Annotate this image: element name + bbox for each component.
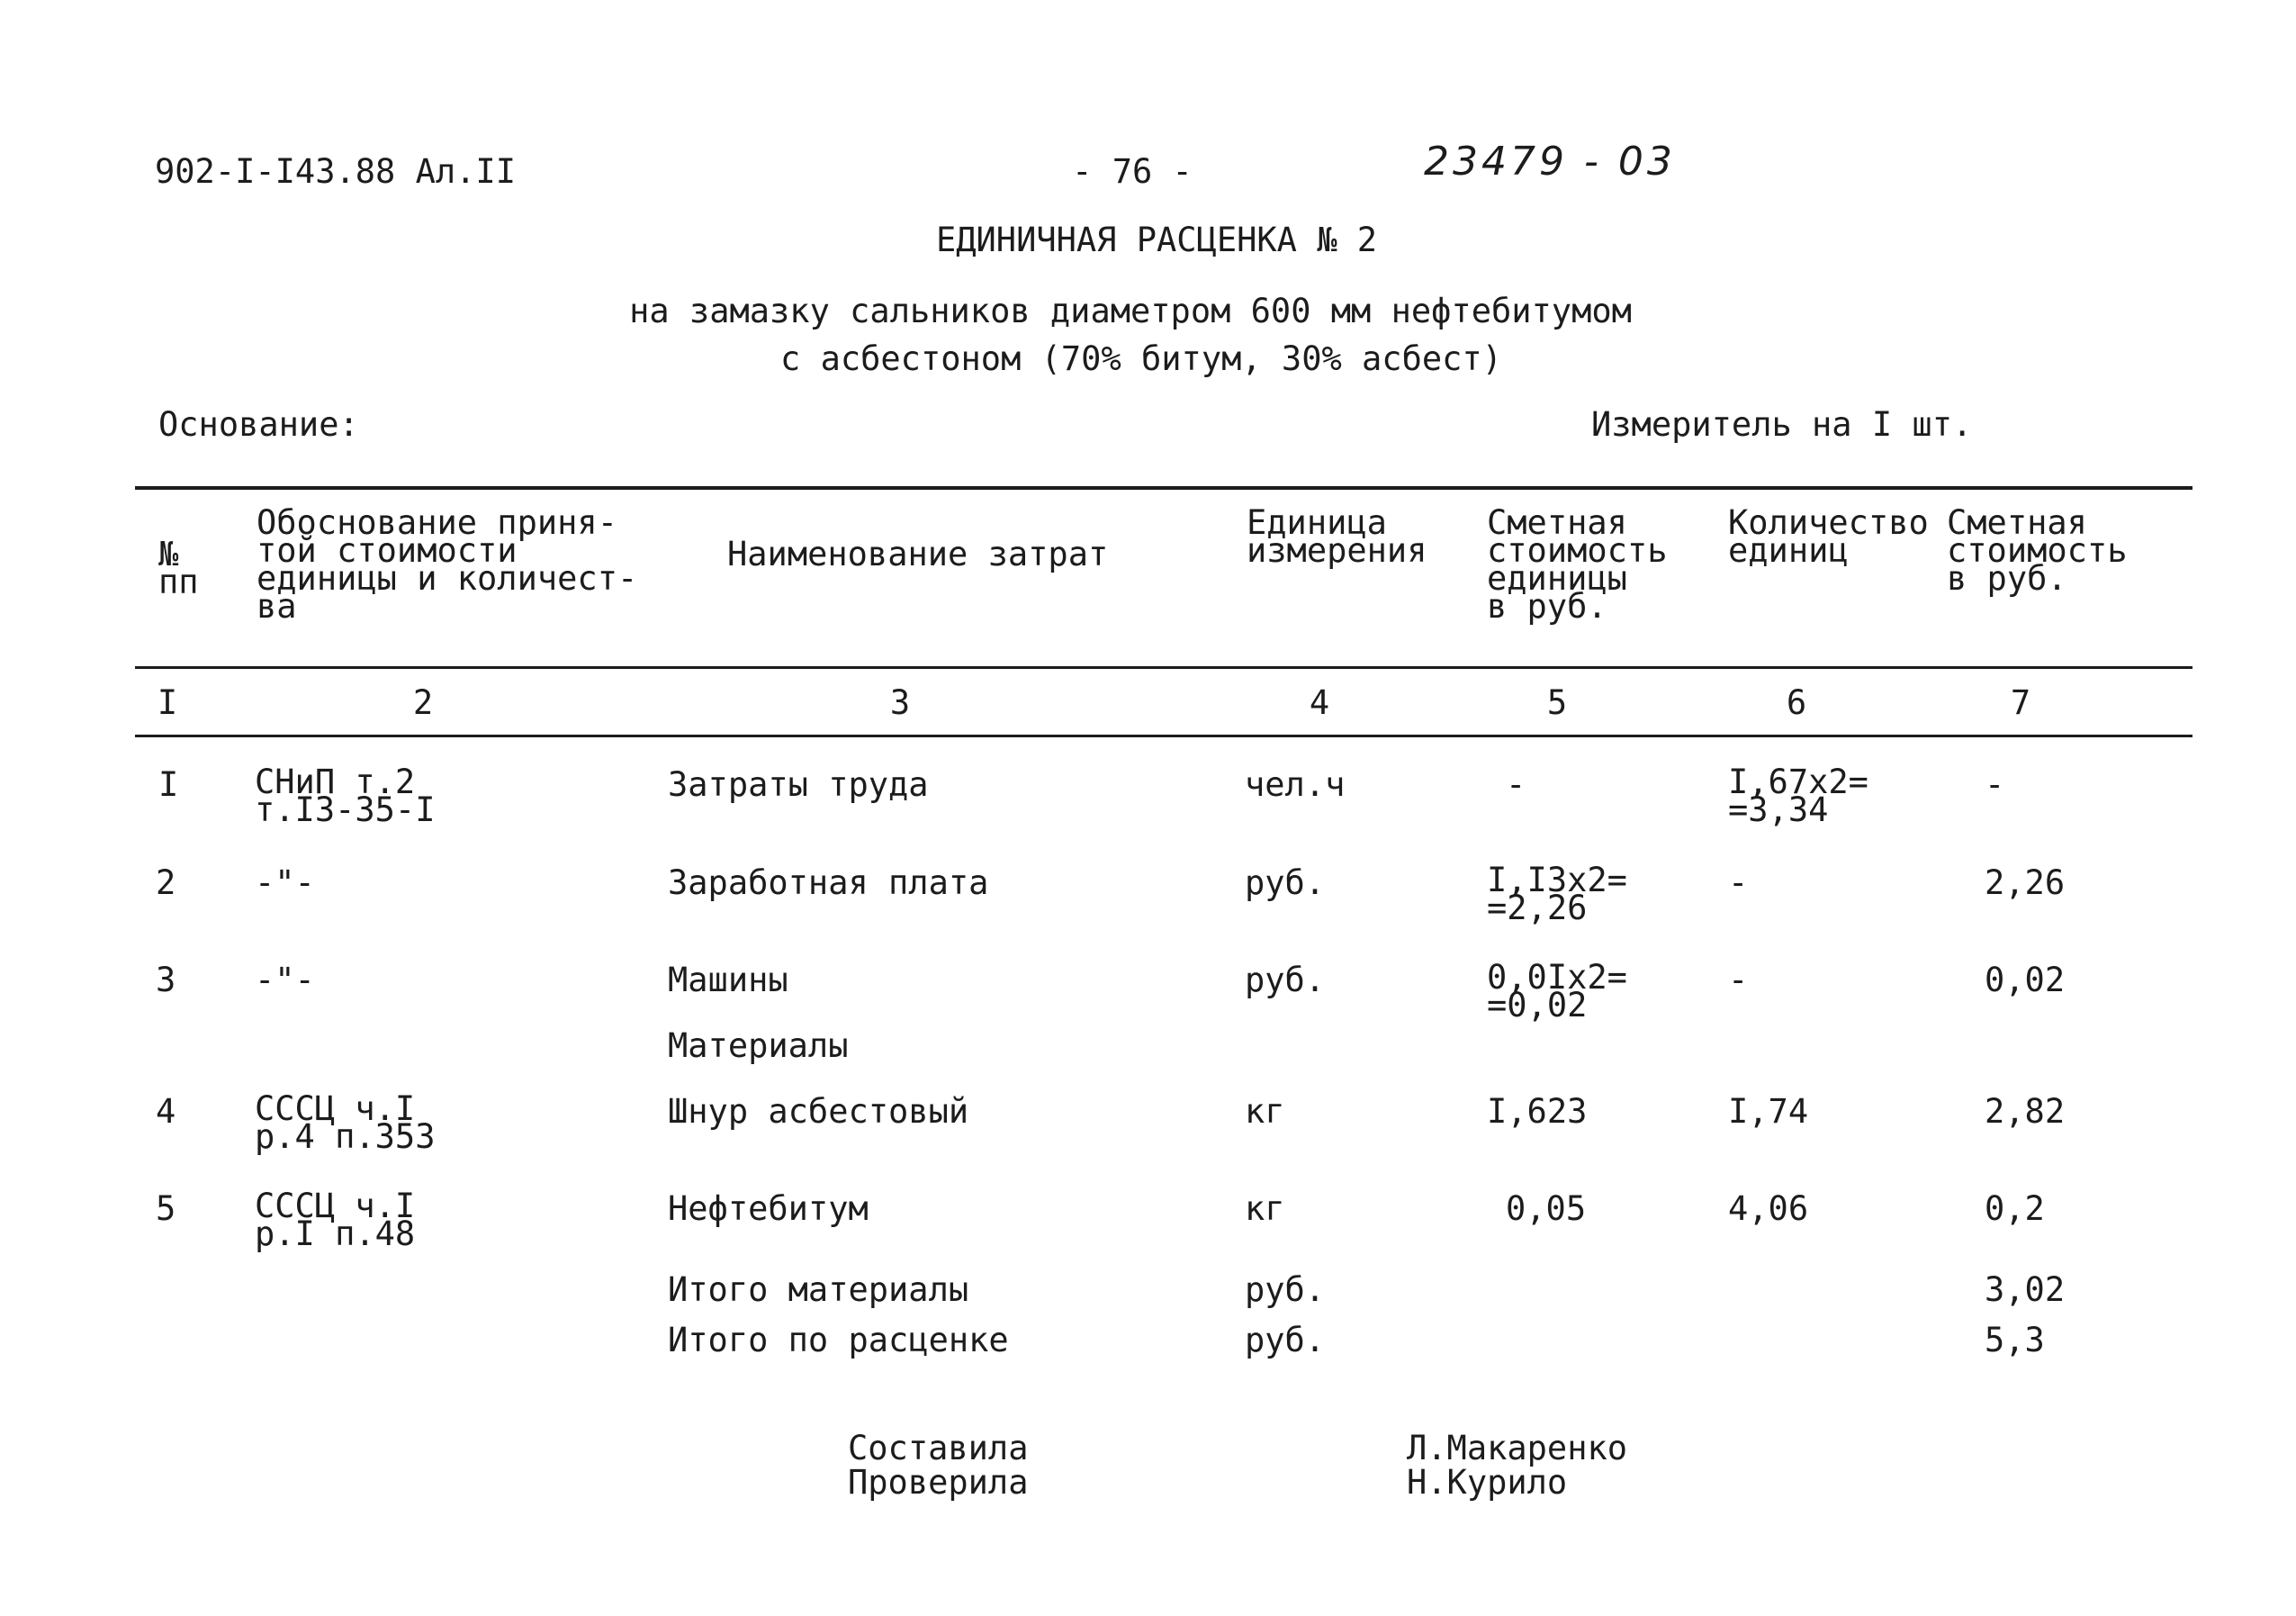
row-4-number: 4 xyxy=(156,1092,176,1131)
header-col-7: Сметная стоимость в руб. xyxy=(1947,503,2128,598)
table-colnum-rule xyxy=(135,735,2192,737)
row-5-name: Нефтебитум xyxy=(668,1189,869,1228)
row-1-unit-cost: - xyxy=(1506,765,1526,804)
column-number-1: I xyxy=(157,683,178,722)
row-2-total: 2,26 xyxy=(1985,863,2066,902)
row-5-basis: СССЦ ч.I р.I п.48 xyxy=(255,1187,416,1253)
total-materials-unit: руб. xyxy=(1245,1270,1326,1309)
row-3-number: 3 xyxy=(156,961,176,999)
row-1-number: I xyxy=(158,765,179,804)
row-2-unit-cost: I,I3x2= =2,26 xyxy=(1487,861,1627,927)
row-5-unit: кг xyxy=(1245,1189,1285,1228)
row-2-name: Заработная плата xyxy=(668,863,989,902)
header-col-4: Единица измерения xyxy=(1247,503,1427,570)
row-3-unit-cost: 0,0Ix2= =0,02 xyxy=(1487,958,1627,1025)
row-3-unit: руб. xyxy=(1245,961,1326,999)
row-1-name: Затраты труда xyxy=(668,765,929,804)
document-code: 902-I-I43.88 Ал.II xyxy=(155,152,516,191)
header-col-2: Обоснование приня- той стоимости единицы и количест- ва xyxy=(257,503,638,626)
row-4-total: 2,82 xyxy=(1985,1092,2066,1131)
row-3-basis: -"- xyxy=(255,961,315,999)
row-1-total: - xyxy=(1985,765,2005,804)
document-title: ЕДИНИЧНАЯ РАСЦЕНКА № 2 xyxy=(935,221,1378,259)
header-col-6: Количество единиц xyxy=(1728,503,1929,570)
column-number-4: 4 xyxy=(1309,683,1330,722)
row-5-total: 0,2 xyxy=(1985,1189,2045,1228)
signature-names: Л.Макаренко Н.Курило xyxy=(1407,1429,1628,1502)
total-materials-label: Итого материалы xyxy=(668,1270,969,1309)
total-rate-label: Итого по расценке xyxy=(668,1321,1009,1359)
title-subline-2: с асбестоном (70% битум, 30% асбест) xyxy=(780,339,1502,378)
total-materials-value: 3,02 xyxy=(1985,1270,2066,1309)
column-number-3: 3 xyxy=(889,683,911,722)
row-4-unit-cost: I,623 xyxy=(1487,1092,1588,1131)
row-4-basis: СССЦ ч.I р.4 п.353 xyxy=(255,1089,436,1156)
header-col-1: № пп xyxy=(158,535,199,601)
column-number-7: 7 xyxy=(2010,683,2031,722)
total-rate-unit: руб. xyxy=(1245,1321,1326,1359)
total-rate-value: 5,3 xyxy=(1985,1321,2045,1359)
row-5-quantity: 4,06 xyxy=(1728,1189,1809,1228)
row-3-quantity: - xyxy=(1728,961,1749,999)
column-number-6: 6 xyxy=(1786,683,1807,722)
header-col-3: Наименование затрат xyxy=(727,535,1109,573)
page-number: - 76 - xyxy=(1072,152,1193,191)
row-1-basis: СНиП т.2 т.I3-35-I xyxy=(255,763,436,829)
row-1-quantity: I,67x2= =3,34 xyxy=(1728,763,1868,829)
row-2-basis: -"- xyxy=(255,863,315,902)
row-4-unit: кг xyxy=(1245,1092,1285,1131)
column-number-5: 5 xyxy=(1546,683,1568,722)
row-5-number: 5 xyxy=(156,1189,176,1228)
basis-label: Основание: xyxy=(158,405,359,444)
row-2-number: 2 xyxy=(156,863,176,902)
row-5-unit-cost: 0,05 xyxy=(1506,1189,1587,1228)
signature-roles: Составила Проверила xyxy=(848,1429,1029,1502)
measure-label: Измеритель на I шт. xyxy=(1591,405,1973,444)
table-header-rule xyxy=(135,666,2192,669)
row-4-name: Шнур асбестовый xyxy=(668,1092,969,1131)
materials-heading: Материалы xyxy=(668,1026,849,1065)
table-top-rule xyxy=(135,486,2192,490)
row-2-unit: руб. xyxy=(1245,863,1326,902)
row-3-name: Машины xyxy=(668,961,788,999)
row-3-total: 0,02 xyxy=(1985,961,2066,999)
title-subline-1: на замазку сальников диаметром 600 мм нефтебитумом xyxy=(629,292,1632,330)
header-col-5: Сметная стоимость единицы в руб. xyxy=(1487,503,1668,626)
handwritten-number: 23479 - 03 xyxy=(1424,139,1676,185)
row-1-unit: чел.ч xyxy=(1245,765,1346,804)
column-number-2: 2 xyxy=(412,683,434,722)
row-2-quantity: - xyxy=(1728,863,1749,902)
row-4-quantity: I,74 xyxy=(1728,1092,1809,1131)
